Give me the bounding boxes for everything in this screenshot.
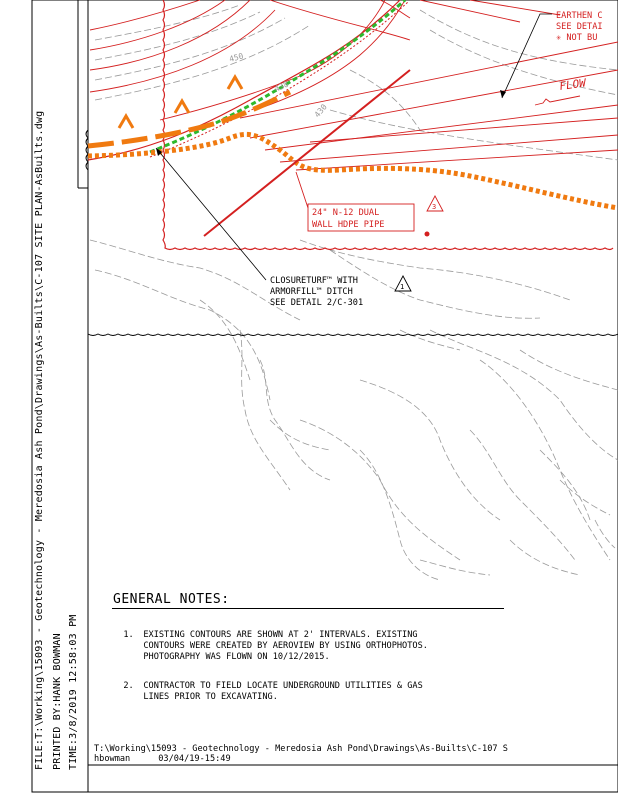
footer-username: hbowman xyxy=(94,754,131,764)
general-note-2-number: 2. xyxy=(123,681,134,691)
general-note-1 xyxy=(113,619,428,663)
file-path-label: FILE:T:\Working\15093 - Geotechnology - Meredosia Ash Pond\Drawings\As-Builts\C-107 SITE PLAN-AsBuilts.dwg xyxy=(34,110,45,770)
general-notes-underline xyxy=(112,608,504,609)
general-note-1-text: EXISTING CONTOURS ARE SHOWN AT 2' INTERVALS. EXISTING CONTOURS WERE CREATED BY AEROVIEW BY USING ORTHOPHOTOS. PHOTOGRAPHY WAS FLOWN ON 10/12/2015. xyxy=(143,630,428,662)
pipe-callout-line2: WALL HDPE PIPE xyxy=(312,220,385,230)
proposed-contours xyxy=(90,0,410,120)
footer-date-stamp: 03/04/19-15:49 xyxy=(158,754,231,764)
ditch-callout-line1: CLOSURETURF™ WITH xyxy=(270,276,358,286)
revision-delta-3-label: 3 xyxy=(432,203,437,211)
flow-arrow xyxy=(535,96,580,105)
pipe-leader xyxy=(296,172,308,208)
ditch-callout-line3: SEE DETAIL 2/C-301 xyxy=(270,298,364,308)
footer-file-path: T:\Working\15093 - Geotechnology - Meredosia Ash Pond\Drawings\As-Builts\C-107 S xyxy=(94,744,508,754)
footer-user-stamp xyxy=(94,754,259,764)
ditch-callout-line2: ARMORFILL™ DITCH xyxy=(270,287,353,297)
printed-by-label: PRINTED BY:HANK BOWMAN xyxy=(52,633,63,770)
earthen-callout-line3: ✳ NOT BU xyxy=(556,33,598,43)
ditch-leader xyxy=(156,148,266,280)
earthen-callout-line2: SEE DETAI xyxy=(556,22,603,32)
survey-point xyxy=(425,232,430,237)
general-note-2 xyxy=(113,670,423,703)
general-note-1-number: 1. xyxy=(123,630,134,640)
contour-label-430: 430 xyxy=(312,102,329,120)
pipe-callout-line1: 24" N-12 DUAL xyxy=(312,208,380,218)
earthen-callout-line1: EARTHEN C xyxy=(556,11,603,21)
general-note-2-text: CONTRACTOR TO FIELD LOCATE UNDERGROUND UTILITIES & GAS LINES PRIOR TO EXCAVATING. xyxy=(143,681,423,702)
general-notes-title: GENERAL NOTES: xyxy=(113,592,230,607)
earthen-leader xyxy=(502,14,552,98)
print-time-label: TIME:3/8/2019 12:58:03 PM xyxy=(68,614,79,770)
contour-label-438: 438 xyxy=(273,79,290,94)
revision-delta-1-label: 1 xyxy=(400,283,405,291)
ditch-green-line xyxy=(150,0,405,152)
flow-label: FLOW xyxy=(558,76,587,93)
existing-contours xyxy=(90,5,618,580)
limit-of-work-boundary xyxy=(163,0,613,250)
existing-limit-boundary xyxy=(88,334,618,336)
contour-label-450: 450 xyxy=(228,51,245,64)
